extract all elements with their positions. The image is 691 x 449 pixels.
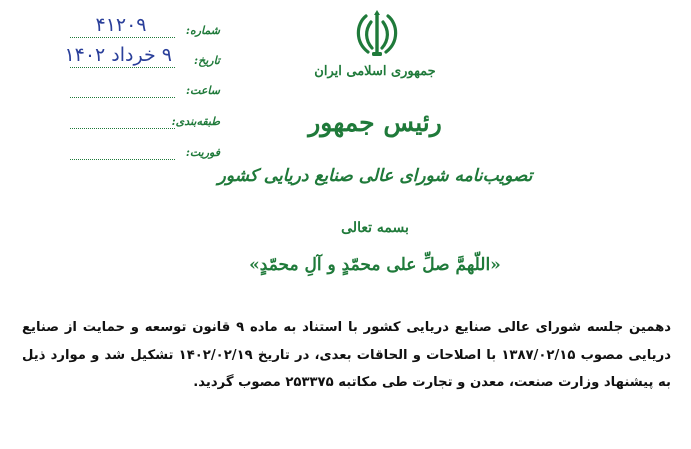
meta-urgency-row [60, 144, 220, 166]
meta-time-row [60, 82, 220, 104]
meta-number-row [60, 14, 220, 44]
office-title: رئیس جمهور [308, 108, 442, 137]
resolution-title: تصویب‌نامه شورای عالی صنایع دریایی کشور [217, 166, 533, 186]
meta-number-dotline [70, 37, 175, 38]
republic-name: جمهوری اسلامی ایران [314, 64, 436, 79]
salawat: «اللّهمَّ صلِّ علی محمّدٍ و آلِ محمّدٍ» [249, 255, 501, 275]
iran-emblem-icon [352, 8, 402, 60]
meta-date-row [60, 44, 220, 74]
meta-classification-label: طبقه‌بندی: [171, 115, 220, 128]
basmala: بسمه تعالی [341, 220, 409, 236]
meta-date-label: تاریخ: [194, 54, 220, 67]
meta-time-dotline [70, 97, 175, 98]
meta-urgency-dotline [70, 159, 175, 160]
meta-time-label: ساعت: [186, 84, 220, 97]
meta-urgency-label: فوریت: [185, 146, 220, 159]
meta-date-dotline [70, 67, 175, 68]
meta-date-value: ۹ خرداد ۱۴۰۲ [64, 44, 172, 66]
meta-number-label: شماره: [185, 24, 220, 37]
meta-number-value: ۴۱۲۰۹ [95, 14, 147, 36]
meta-classification-dotline [70, 128, 175, 129]
meta-classification-row [60, 113, 220, 135]
resolution-body: دهمین جلسه شورای عالی صنایع دریایی کشور با استناد به ماده ۹ قانون توسعه و حمایت از صنایع دریایی مصوب ۱۳۸۷/۰۲/۱۵ با اصلاحات و الحاقات بعدی، در تاریخ ۱۴۰۲/۰۲/۱۹ تشکیل شد و موارد ذیل به پیشنهاد وزارت صنعت، معدن و تجارت طی مکاتبه ۲۵۳۳۷۵ مصوب گردید. [22, 320, 672, 390]
